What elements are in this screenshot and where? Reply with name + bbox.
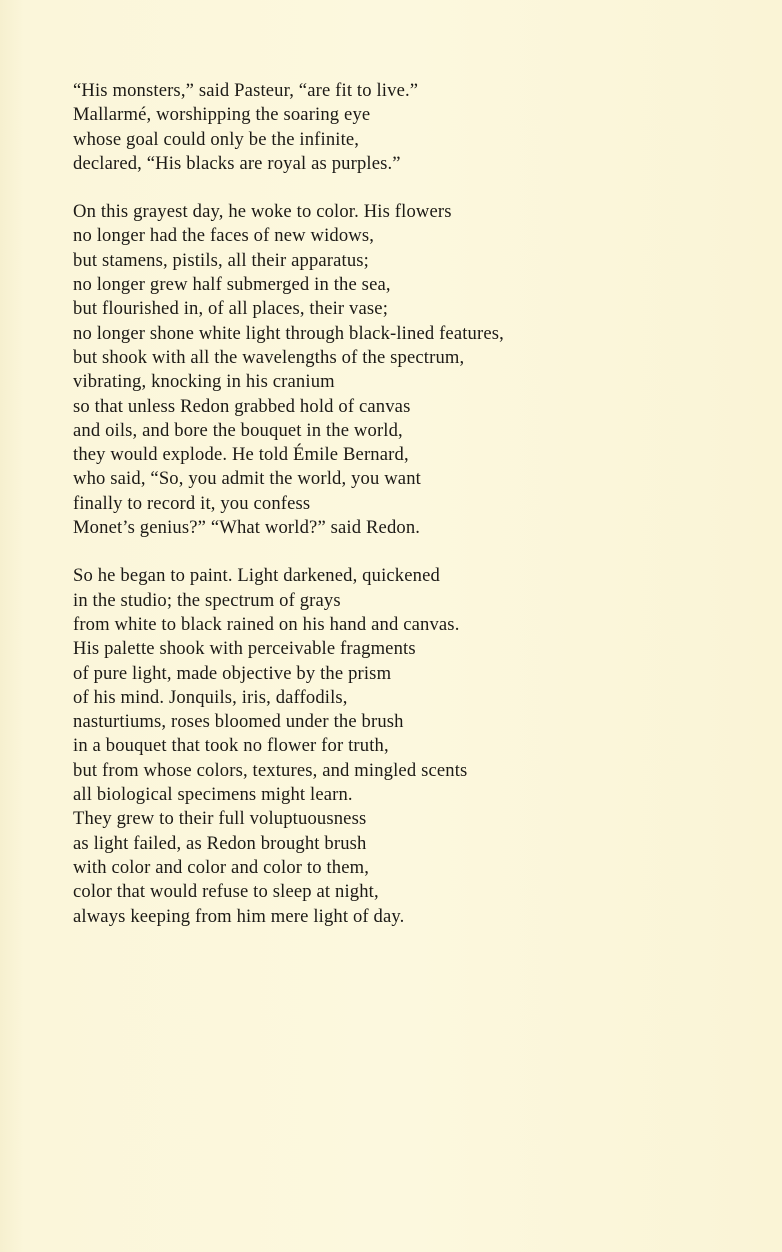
poem-line: vibrating, knocking in his cranium xyxy=(73,371,335,393)
stanza-2 xyxy=(73,200,763,540)
poem-line: of his mind. Jonquils, iris, daffodils, xyxy=(73,686,348,708)
poem-line: so that unless Redon grabbed hold of canvas xyxy=(73,395,411,417)
poem-line: all biological specimens might learn. xyxy=(73,784,353,806)
poem-line: but flourished in, of all places, their vase; xyxy=(73,298,389,320)
poem-line: with color and color and color to them, xyxy=(73,856,370,878)
poem-line: they would explode. He told Émile Bernard, xyxy=(73,444,409,466)
poem-line: declared, “His blacks are royal as purples.” xyxy=(73,152,401,174)
poem-line: but from whose colors, textures, and mingled scents xyxy=(73,759,468,781)
poem-line: no longer had the faces of new widows, xyxy=(73,225,375,247)
stanza-1 xyxy=(73,79,763,176)
poem-line: of pure light, made objective by the prism xyxy=(73,662,392,684)
poem-line: in the studio; the spectrum of grays xyxy=(73,589,341,611)
poem xyxy=(73,79,763,929)
poem-line: whose goal could only be the infinite, xyxy=(73,128,360,150)
poem-line: but stamens, pistils, all their apparatus; xyxy=(73,249,370,271)
poem-line: color that would refuse to sleep at night, xyxy=(73,881,379,903)
poem-line: His palette shook with perceivable fragments xyxy=(73,638,416,660)
poem-line: from white to black rained on his hand and canvas. xyxy=(73,613,460,635)
poem-line: but shook with all the wavelengths of the spectrum, xyxy=(73,346,465,368)
poem-line: “His monsters,” said Pasteur, “are fit to live.” xyxy=(73,80,419,101)
poem-line: So he began to paint. Light darkened, quickened xyxy=(73,565,440,587)
poem-line: Mallarmé, worshipping the soaring eye xyxy=(73,104,371,126)
poem-line: as light failed, as Redon brought brush xyxy=(73,832,367,854)
poem-line: in a bouquet that took no flower for truth, xyxy=(73,735,389,757)
poem-line: always keeping from him mere light of day. xyxy=(73,905,405,927)
poem-line: no longer grew half submerged in the sea, xyxy=(73,274,391,296)
poem-line: no longer shone white light through black-lined features, xyxy=(73,322,504,344)
poem-line: On this grayest day, he woke to color. His flowers xyxy=(73,201,452,223)
poem-line: Monet’s genius?” “What world?” said Redon. xyxy=(73,517,421,539)
poem-line: nasturtiums, roses bloomed under the brush xyxy=(73,711,404,733)
poem-line: who said, “So, you admit the world, you want xyxy=(73,468,421,490)
stanza-3 xyxy=(73,564,763,928)
poem-line: They grew to their full voluptuousness xyxy=(73,808,367,830)
poem-line: and oils, and bore the bouquet in the world, xyxy=(73,419,403,441)
poem-line: finally to record it, you confess xyxy=(73,492,311,514)
